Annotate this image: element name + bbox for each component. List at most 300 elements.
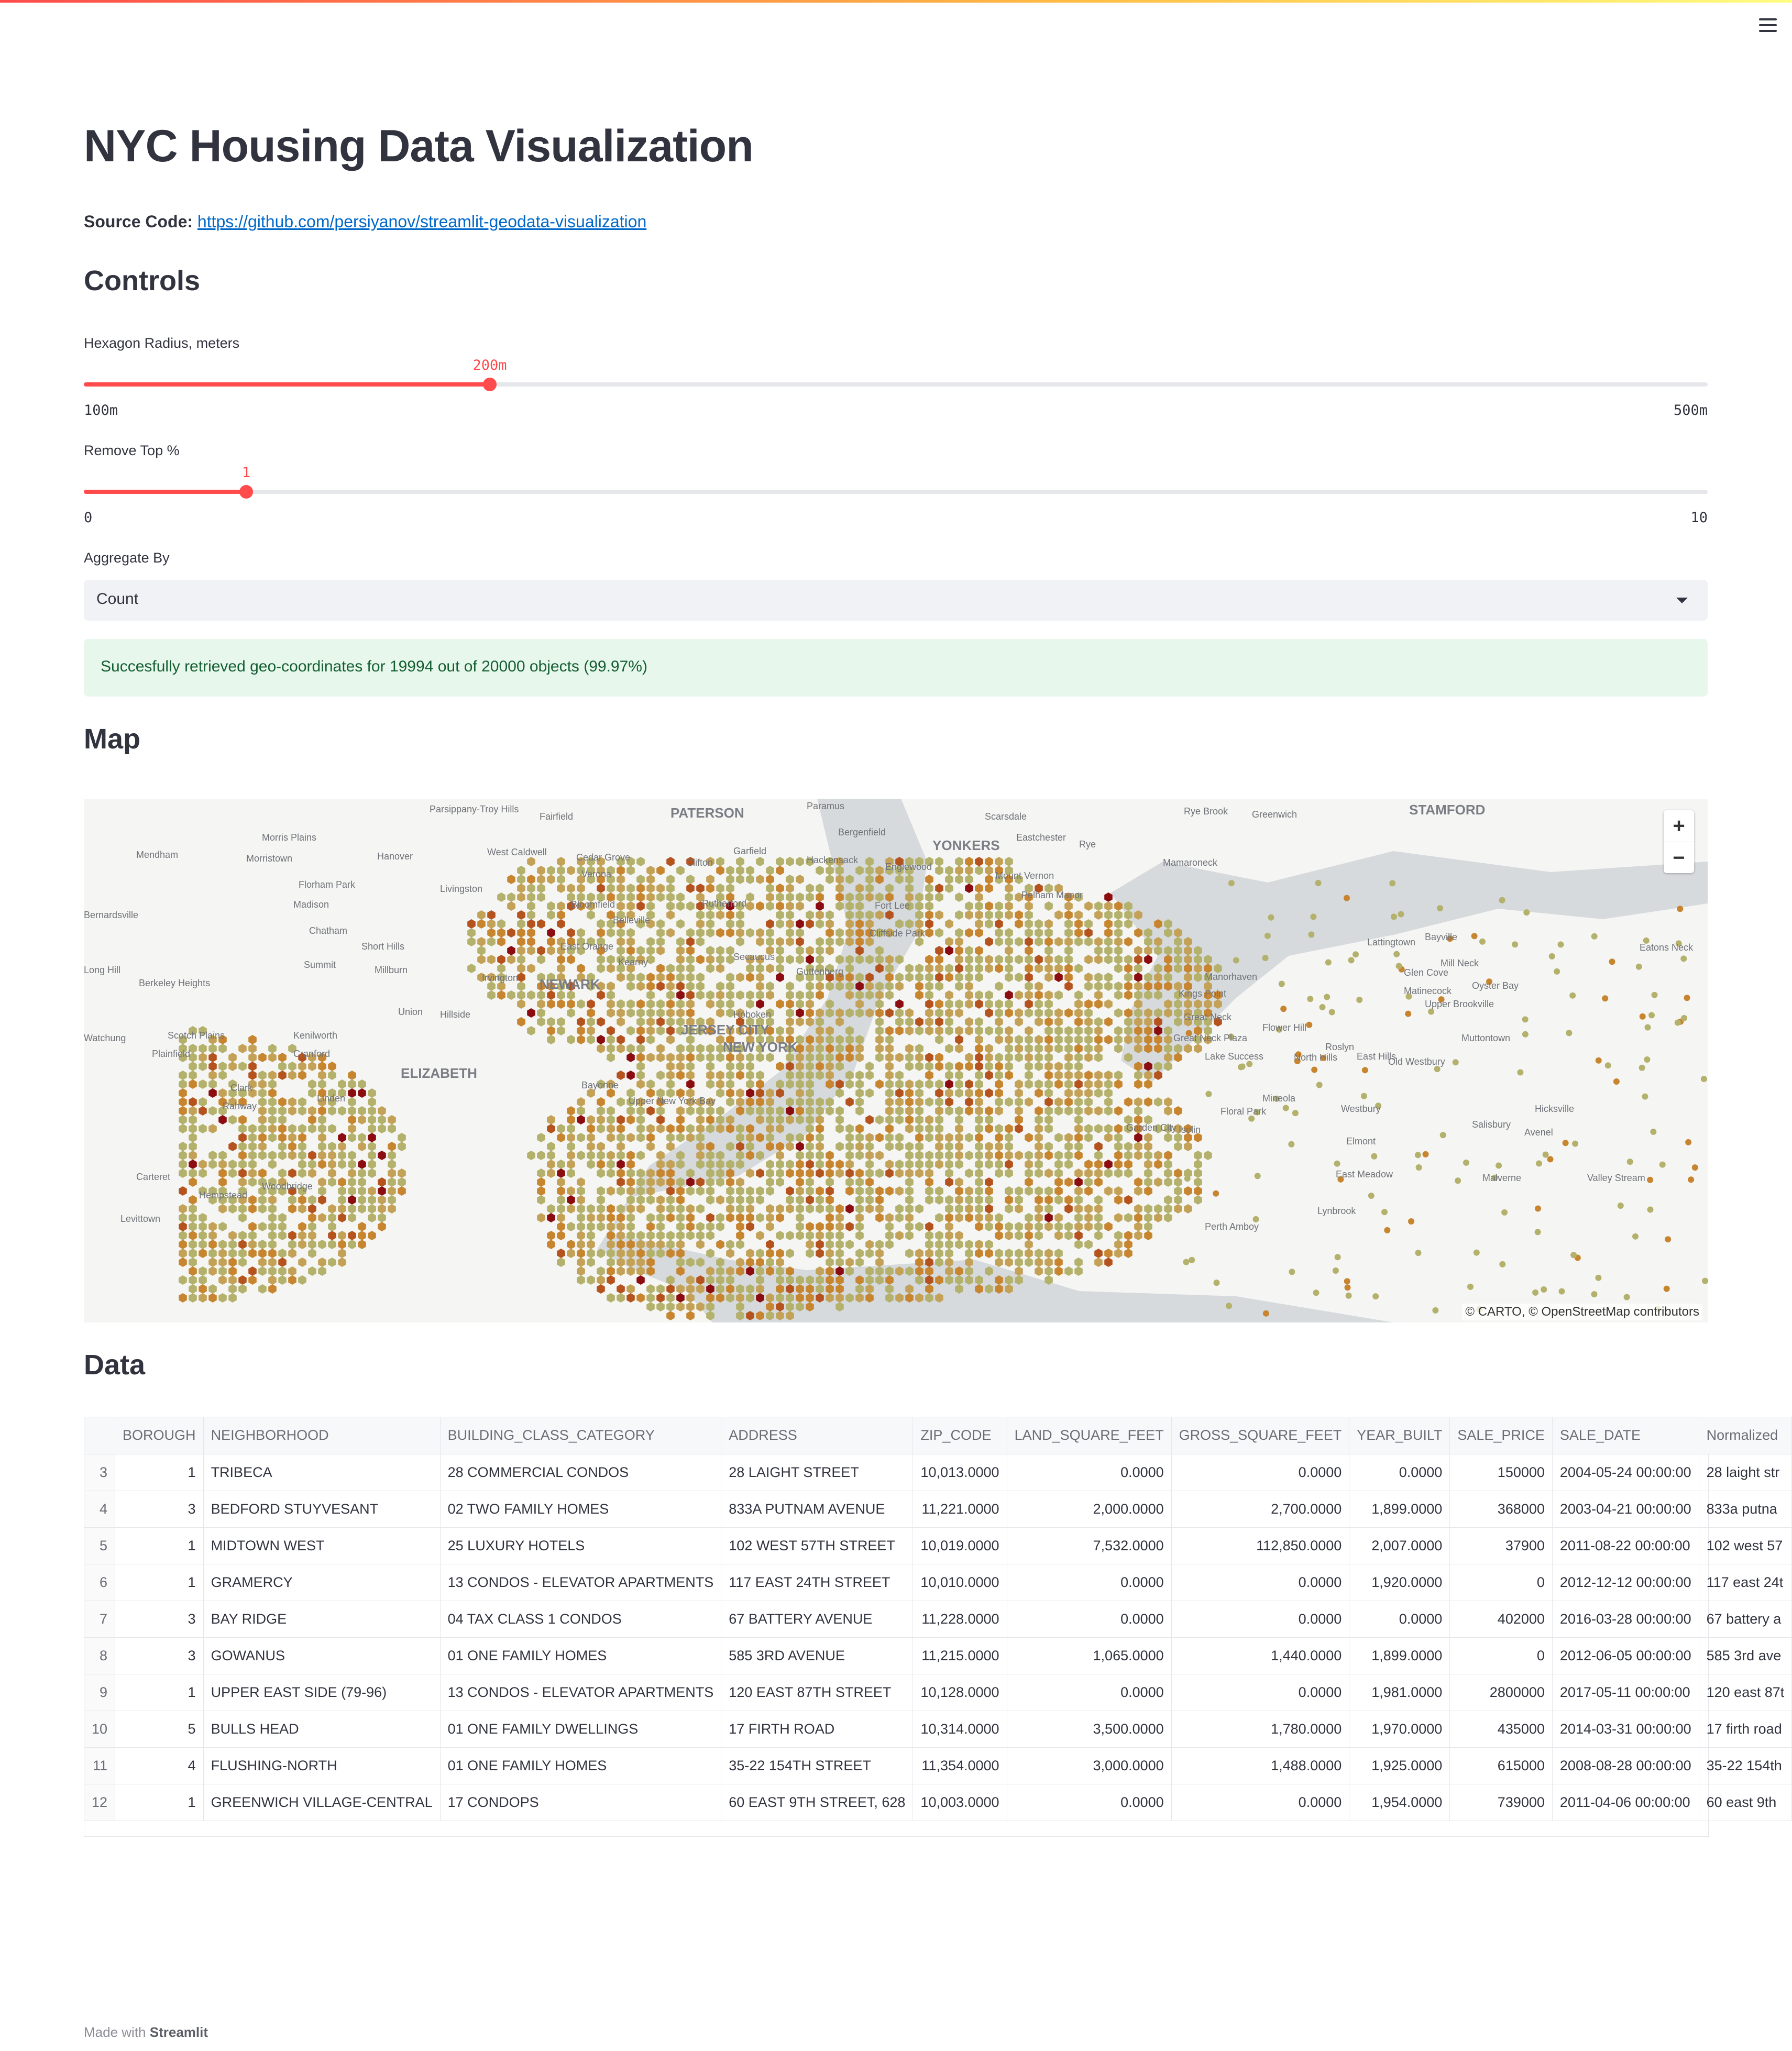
hexagon-bin	[1054, 955, 1063, 964]
table-cell[interactable]: 2017-05-11 00:00:00	[1552, 1674, 1699, 1711]
table-cell[interactable]: 585 3rd ave	[1699, 1637, 1792, 1674]
hexagon-bin	[786, 1026, 794, 1035]
hexagon-bin	[577, 1213, 585, 1222]
table-row[interactable]	[84, 1784, 1792, 1821]
hexagon-bin	[945, 1204, 953, 1214]
hexagon-bin	[199, 1293, 207, 1303]
source-code-link[interactable]: https://github.com/persiyanov/streamlit-geodata-visualization	[197, 212, 647, 231]
hexagon-bin	[885, 1053, 894, 1062]
table-cell[interactable]: 1,780.0000	[1171, 1711, 1349, 1747]
remove-top-slider-label: Remove Top %	[84, 443, 180, 458]
remove-top-slider-thumb[interactable]	[239, 485, 253, 499]
table-cell[interactable]: 0	[1450, 1564, 1553, 1601]
table-cell[interactable]: 1	[115, 1454, 204, 1491]
hexagon-bin	[388, 1177, 396, 1187]
row-index[interactable]: 6	[84, 1564, 115, 1601]
hexagon-bin	[1005, 910, 1013, 920]
aggregate-select[interactable]	[84, 580, 1708, 621]
hexagon-bin	[1025, 910, 1033, 920]
hexagon-map[interactable]	[84, 799, 1708, 1322]
hexagon-bin	[1025, 937, 1033, 946]
table-cell[interactable]: 11,221.0000	[913, 1491, 1007, 1527]
hexagon-bin	[796, 875, 804, 884]
table-cell[interactable]: 2,007.0000	[1349, 1527, 1450, 1564]
table-row[interactable]	[84, 1747, 1792, 1784]
table-cell[interactable]: 0.0000	[1171, 1454, 1349, 1491]
hexagon-bin	[925, 1124, 933, 1133]
table-cell[interactable]: 0.0000	[1171, 1674, 1349, 1711]
column-header[interactable]: Normalized	[1699, 1417, 1792, 1454]
table-cell[interactable]: FLUSHING-NORTH	[203, 1747, 440, 1784]
table-cell[interactable]: 1,899.0000	[1349, 1637, 1450, 1674]
radius-slider-thumb[interactable]	[483, 378, 497, 391]
hexagon-bin	[806, 955, 814, 964]
hexagon-bin	[1074, 1115, 1083, 1124]
table-cell[interactable]: 67 BATTERY AVENUE	[721, 1601, 913, 1637]
table-cell[interactable]: 17 FIRTH ROAD	[721, 1711, 913, 1747]
hexagon-bin	[189, 1249, 197, 1258]
osm-attribution[interactable]: © OpenStreetMap contributors	[1529, 1305, 1699, 1319]
column-header[interactable]: LAND_SQUARE_FEET	[1007, 1417, 1171, 1454]
table-cell[interactable]: 833A PUTNAM AVENUE	[721, 1491, 913, 1527]
hexagon-bin	[885, 1160, 894, 1169]
table-cell[interactable]: 1,065.0000	[1007, 1637, 1171, 1674]
hexagon-bin	[587, 1151, 595, 1160]
table-cell[interactable]: 3,500.0000	[1007, 1711, 1171, 1747]
hexagon-bin	[1045, 1062, 1053, 1071]
hexagon-bin	[626, 1151, 635, 1160]
table-row[interactable]	[84, 1491, 1792, 1527]
table-cell[interactable]: 28 LAIGHT STREET	[721, 1454, 913, 1491]
hexagon-bin	[358, 1177, 366, 1187]
hexagon-bin	[189, 1106, 197, 1116]
table-cell[interactable]: 120 EAST 87TH STREET	[721, 1674, 913, 1711]
table-cell[interactable]: 0.0000	[1007, 1784, 1171, 1821]
table-cell[interactable]: BAY RIDGE	[203, 1601, 440, 1637]
hexagon-bin	[607, 964, 615, 973]
hexagon-bin	[348, 1088, 356, 1098]
table-cell[interactable]: 3	[115, 1601, 204, 1637]
hexagon-bin	[258, 1249, 267, 1258]
table-cell[interactable]: 60 east 9th	[1699, 1784, 1792, 1821]
hexagon-bin	[248, 1195, 257, 1205]
table-cell[interactable]: 10,019.0000	[913, 1527, 1007, 1564]
radius-slider[interactable]	[84, 357, 1708, 398]
table-cell[interactable]: 102 WEST 57TH STREET	[721, 1527, 913, 1564]
table-cell[interactable]: 435000	[1450, 1711, 1553, 1747]
table-cell[interactable]: 739000	[1450, 1784, 1553, 1821]
table-cell[interactable]: 2016-03-28 00:00:00	[1552, 1601, 1699, 1637]
table-cell[interactable]: 2011-04-06 00:00:00	[1552, 1784, 1699, 1821]
map-place-label: Clifton	[686, 857, 713, 868]
hexagon-bin	[238, 1115, 247, 1124]
hexagon-bin	[1015, 937, 1023, 946]
hexagon-bin	[676, 1044, 685, 1053]
table-cell[interactable]: MIDTOWN WEST	[203, 1527, 440, 1564]
table-cell[interactable]: 10,128.0000	[913, 1674, 1007, 1711]
table-cell[interactable]: 11,228.0000	[913, 1601, 1007, 1637]
table-cell[interactable]: 01 ONE FAMILY HOMES	[440, 1637, 721, 1674]
hexagon-bin	[1313, 1289, 1320, 1296]
hexagon-bin	[587, 1240, 595, 1249]
hexagon-bin	[676, 937, 685, 946]
table-cell[interactable]: 1,925.0000	[1349, 1747, 1450, 1784]
table-cell[interactable]: 0.0000	[1349, 1601, 1450, 1637]
hamburger-icon[interactable]	[1755, 15, 1781, 36]
hexagon-bin	[895, 1204, 904, 1214]
hexagon-bin	[696, 1204, 705, 1214]
row-index[interactable]: 9	[84, 1674, 115, 1711]
table-cell[interactable]: 0.0000	[1007, 1674, 1171, 1711]
hexagon-bin	[1164, 1195, 1172, 1205]
hexagon-bin	[1104, 1186, 1113, 1196]
hexagon-bin	[1035, 1258, 1043, 1267]
table-cell[interactable]: 04 TAX CLASS 1 CONDOS	[440, 1601, 721, 1637]
hexagon-bin	[666, 901, 675, 911]
hexagon-bin	[1054, 973, 1063, 982]
hexagon-bin	[1184, 1142, 1192, 1151]
table-row[interactable]	[84, 1454, 1792, 1491]
table-cell[interactable]: 10,013.0000	[913, 1454, 1007, 1491]
table-cell[interactable]: 2,000.0000	[1007, 1491, 1171, 1527]
hexagon-bin	[557, 901, 565, 911]
table-row[interactable]	[84, 1674, 1792, 1711]
table-cell[interactable]: 2011-08-22 00:00:00	[1552, 1527, 1699, 1564]
hexagon-bin	[318, 1177, 326, 1187]
hexagon-bin	[278, 1071, 287, 1080]
remove-top-slider[interactable]	[84, 465, 1708, 505]
table-cell[interactable]: 2008-08-28 00:00:00	[1552, 1747, 1699, 1784]
hexagon-bin	[537, 919, 545, 929]
table-cell[interactable]: 3,000.0000	[1007, 1747, 1171, 1784]
hexagon-bin	[1164, 1213, 1172, 1222]
table-cell[interactable]: 37900	[1450, 1527, 1553, 1564]
table-cell[interactable]: 17 firth road	[1699, 1711, 1792, 1747]
data-table[interactable]	[84, 1417, 1785, 1837]
hexagon-bin	[567, 1240, 575, 1249]
table-cell[interactable]: 402000	[1450, 1601, 1553, 1637]
table-cell[interactable]: 2014-03-31 00:00:00	[1552, 1711, 1699, 1747]
hexagon-bin	[1084, 901, 1093, 911]
hexagon-bin	[786, 1195, 794, 1205]
hexagon-bin	[577, 1222, 585, 1231]
hexagon-bin	[885, 1222, 894, 1231]
table-cell[interactable]: 2012-06-05 00:00:00	[1552, 1637, 1699, 1674]
map-place-label: Avenel	[1524, 1127, 1553, 1138]
remove-top-slider-track[interactable]	[84, 490, 1708, 494]
column-header[interactable]: ZIP_CODE	[913, 1417, 1007, 1454]
hexagon-bin	[358, 1240, 366, 1249]
hexagon-bin	[587, 1160, 595, 1169]
hexagon-bin	[895, 1026, 904, 1035]
streamlit-link[interactable]: Streamlit	[149, 2024, 208, 2040]
hexagon-bin	[955, 1071, 963, 1080]
table-cell[interactable]: 11,354.0000	[913, 1747, 1007, 1784]
table-cell[interactable]: 10,010.0000	[913, 1564, 1007, 1601]
table-cell[interactable]: 1,440.0000	[1171, 1637, 1349, 1674]
table-cell[interactable]: 0.0000	[1007, 1601, 1171, 1637]
column-header[interactable]: GROSS_SQUARE_FEET	[1171, 1417, 1349, 1454]
hexagon-bin	[995, 1088, 1003, 1098]
hexagon-bin	[1688, 1176, 1694, 1183]
hexagon-bin	[796, 1213, 804, 1222]
hexagon-bin	[1005, 946, 1013, 955]
table-cell[interactable]: 1	[115, 1564, 204, 1601]
table-cell[interactable]: 02 TWO FAMILY HOMES	[440, 1491, 721, 1527]
column-header[interactable]: NEIGHBORHOOD	[203, 1417, 440, 1454]
hexagon-bin	[1522, 1031, 1529, 1038]
hexagon-bin	[547, 937, 555, 946]
hexagon-bin	[666, 884, 675, 893]
hexagon-bin	[656, 919, 665, 929]
hexagon-bin	[656, 1231, 665, 1240]
table-cell[interactable]: 2,700.0000	[1171, 1491, 1349, 1527]
table-cell[interactable]: 5	[115, 1711, 204, 1747]
table-cell[interactable]: 0.0000	[1171, 1564, 1349, 1601]
table-cell[interactable]: 102 west 57	[1699, 1527, 1792, 1564]
hexagon-bin	[626, 946, 635, 955]
carto-attribution[interactable]: © CARTO,	[1465, 1305, 1525, 1319]
table-cell[interactable]: 2012-12-12 00:00:00	[1552, 1564, 1699, 1601]
hexagon-bin	[318, 1151, 326, 1160]
hexagon-bin	[726, 1240, 734, 1249]
table-cell[interactable]: 35-22 154TH STREET	[721, 1747, 913, 1784]
table-cell[interactable]: GOWANUS	[203, 1637, 440, 1674]
table-cell[interactable]: GRAMERCY	[203, 1564, 440, 1601]
table-cell[interactable]: 10,314.0000	[913, 1711, 1007, 1747]
column-header[interactable]: ADDRESS	[721, 1417, 913, 1454]
row-index[interactable]: 12	[84, 1784, 115, 1821]
hexagon-bin	[686, 955, 695, 964]
radius-min-label: 100m	[84, 402, 118, 418]
hexagon-bin	[378, 1195, 386, 1205]
hexagon-bin	[1154, 1160, 1162, 1169]
hexagon-bin	[925, 892, 933, 902]
table-cell[interactable]: GREENWICH VILLAGE-CENTRAL	[203, 1784, 440, 1821]
hexagon-bin	[607, 1115, 615, 1124]
hexagon-bin	[537, 1195, 545, 1205]
table-cell[interactable]: 0.0000	[1349, 1454, 1450, 1491]
table-cell[interactable]: 01 ONE FAMILY DWELLINGS	[440, 1711, 721, 1747]
table-cell[interactable]: 1,970.0000	[1349, 1711, 1450, 1747]
table-cell[interactable]: 1	[115, 1527, 204, 1564]
table-cell[interactable]: 368000	[1450, 1491, 1553, 1527]
column-header[interactable]: YEAR_BUILT	[1349, 1417, 1450, 1454]
table-cell[interactable]: 2004-05-24 00:00:00	[1552, 1454, 1699, 1491]
table-cell[interactable]: 1,954.0000	[1349, 1784, 1450, 1821]
table-cell[interactable]: 01 ONE FAMILY HOMES	[440, 1747, 721, 1784]
column-header[interactable]: BUILDING_CLASS_CATEGORY	[440, 1417, 721, 1454]
table-cell[interactable]: 13 CONDOS - ELEVATOR APARTMENTS	[440, 1564, 721, 1601]
hexagon-bin	[965, 866, 973, 875]
column-header[interactable]	[84, 1417, 115, 1454]
hexagon-bin	[368, 1088, 376, 1098]
table-cell[interactable]: 150000	[1450, 1454, 1553, 1491]
column-header[interactable]: SALE_PRICE	[1450, 1417, 1553, 1454]
hexagon-bin	[636, 1071, 645, 1080]
table-cell[interactable]: 1	[115, 1674, 204, 1711]
table-cell[interactable]: 615000	[1450, 1747, 1553, 1784]
hexagon-bin	[1114, 1231, 1123, 1240]
hexagon-bin	[547, 1213, 555, 1222]
table-cell[interactable]: 1,899.0000	[1349, 1491, 1450, 1527]
column-header[interactable]: BOROUGH	[115, 1417, 204, 1454]
hexagon-bin	[895, 1079, 904, 1089]
hexagon-bin	[1134, 1097, 1142, 1107]
hexagon-bin	[308, 1204, 316, 1214]
hexagon-bin	[298, 1258, 306, 1267]
hexagon-bin	[1084, 1088, 1093, 1098]
hexagon-bin	[1104, 937, 1113, 946]
hexagon-bin	[567, 1160, 575, 1169]
row-index[interactable]: 3	[84, 1454, 115, 1491]
hexagon-bin	[199, 1284, 207, 1294]
hexagon-bin	[1054, 1133, 1063, 1142]
row-index[interactable]: 10	[84, 1711, 115, 1747]
row-index[interactable]: 5	[84, 1527, 115, 1564]
hexagon-bin	[935, 1213, 943, 1222]
table-cell[interactable]: 3	[115, 1491, 204, 1527]
hexagon-bin	[965, 1097, 973, 1107]
table-cell[interactable]: 35-22 154th	[1699, 1747, 1792, 1784]
table-cell[interactable]: 833a putna	[1699, 1491, 1792, 1527]
table-row[interactable]	[84, 1527, 1792, 1564]
hexagon-bin	[497, 919, 505, 929]
hexagon-bin	[716, 910, 724, 920]
table-cell[interactable]: 7,532.0000	[1007, 1527, 1171, 1564]
table-cell[interactable]: 28 COMMERCIAL CONDOS	[440, 1454, 721, 1491]
hexagon-bin	[1164, 1160, 1172, 1169]
map-place-label: Roslyn	[1325, 1042, 1355, 1052]
hexagon-bin	[855, 1133, 864, 1142]
hexagon-bin	[766, 937, 774, 946]
hexagon-bin	[1124, 919, 1133, 929]
table-cell[interactable]: TRIBECA	[203, 1454, 440, 1491]
map-canvas[interactable]	[84, 799, 1708, 1322]
hexagon-bin	[666, 1204, 675, 1214]
hexagon-bin	[617, 1142, 625, 1151]
hexagon-bin	[935, 1249, 943, 1258]
hexagon-bin	[1074, 1195, 1083, 1205]
table-cell[interactable]: 10,003.0000	[913, 1784, 1007, 1821]
table-cell[interactable]: 0.0000	[1171, 1601, 1349, 1637]
hexagon-bin	[1064, 982, 1073, 991]
hexagon-bin	[746, 1062, 754, 1071]
table-cell[interactable]: 2800000	[1450, 1674, 1553, 1711]
hexagon-bin	[786, 892, 794, 902]
table-cell[interactable]: 67 battery a	[1699, 1601, 1792, 1637]
hexagon-bin	[975, 1213, 983, 1222]
hexagon-bin	[328, 1240, 336, 1249]
hexagon-bin	[786, 901, 794, 911]
table-cell[interactable]: 0	[1450, 1637, 1553, 1674]
hexagon-bin	[826, 1177, 834, 1187]
table-cell[interactable]: BEDFORD STUYVESANT	[203, 1491, 440, 1527]
hexagon-bin	[686, 1213, 695, 1222]
table-cell[interactable]: BULLS HEAD	[203, 1711, 440, 1747]
map-place-label: Chatham	[309, 925, 348, 936]
table-cell[interactable]: 117 east 24t	[1699, 1564, 1792, 1601]
table-cell[interactable]: 0.0000	[1171, 1784, 1349, 1821]
table-cell[interactable]: 25 LUXURY HOTELS	[440, 1527, 721, 1564]
hexagon-bin	[975, 973, 983, 982]
hexagon-bin	[587, 910, 595, 920]
table-cell[interactable]: 1	[115, 1784, 204, 1821]
hexagon-bin	[885, 1106, 894, 1116]
zoom-out-button[interactable]: −	[1673, 846, 1685, 869]
hexagon-bin	[1074, 990, 1083, 1000]
map-place-label: Oyster Bay	[1472, 980, 1519, 991]
table-row[interactable]	[84, 1637, 1792, 1674]
hexagon-bin	[1064, 1062, 1073, 1071]
hexagon-bin	[1094, 955, 1103, 964]
table-cell[interactable]: 4	[115, 1747, 204, 1784]
table-cell[interactable]: 1,981.0000	[1349, 1674, 1450, 1711]
table-cell[interactable]: 120 east 87t	[1699, 1674, 1792, 1711]
hexagon-bin	[268, 1195, 277, 1205]
table-row[interactable]	[84, 1711, 1792, 1747]
table-cell[interactable]: 585 3RD AVENUE	[721, 1637, 913, 1674]
hexagon-bin	[686, 875, 695, 884]
chevron-down-icon	[1676, 598, 1688, 603]
row-index[interactable]: 7	[84, 1601, 115, 1637]
table-cell[interactable]: 1,488.0000	[1171, 1747, 1349, 1784]
hexagon-bin	[666, 1017, 675, 1027]
row-index[interactable]: 4	[84, 1491, 115, 1527]
hexagon-bin	[915, 964, 924, 973]
table-cell[interactable]: 2003-04-21 00:00:00	[1552, 1491, 1699, 1527]
hexagon-bin	[706, 1222, 714, 1231]
hexagon-bin	[786, 1017, 794, 1027]
hexagon-bin	[636, 1231, 645, 1240]
column-header[interactable]: SALE_DATE	[1552, 1417, 1699, 1454]
hexagon-bin	[656, 973, 665, 982]
table-cell[interactable]: 13 CONDOS - ELEVATOR APARTMENTS	[440, 1674, 721, 1711]
table-row[interactable]	[84, 1564, 1792, 1601]
table-cell[interactable]: 17 CONDOPS	[440, 1784, 721, 1821]
table-cell[interactable]: 28 laight str	[1699, 1454, 1792, 1491]
hexagon-bin	[746, 973, 754, 982]
hexagon-bin	[1084, 1053, 1093, 1062]
table-cell[interactable]: 117 EAST 24TH STREET	[721, 1564, 913, 1601]
hexagon-bin	[1499, 897, 1505, 903]
hexagon-bin	[955, 892, 963, 902]
hexagon-bin	[1035, 1106, 1043, 1116]
hexagon-bin	[875, 1017, 884, 1027]
table-cell[interactable]: UPPER EAST SIDE (79-96)	[203, 1674, 440, 1711]
table-cell[interactable]: 1,920.0000	[1349, 1564, 1450, 1601]
hexagon-bin	[348, 1124, 356, 1133]
row-index[interactable]: 8	[84, 1637, 115, 1674]
hexagon-bin	[1144, 1133, 1152, 1142]
table-cell[interactable]: 112,850.0000	[1171, 1527, 1349, 1564]
table-cell[interactable]: 3	[115, 1637, 204, 1674]
hexagon-bin	[915, 1079, 924, 1089]
hexagon-bin	[298, 1151, 306, 1160]
table-cell[interactable]: 11,215.0000	[913, 1637, 1007, 1674]
table-cell[interactable]: 0.0000	[1007, 1454, 1171, 1491]
table-row[interactable]	[84, 1601, 1792, 1637]
hexagon-bin	[288, 1062, 296, 1071]
hexagon-bin	[1074, 1133, 1083, 1142]
hexagon-bin	[517, 955, 525, 964]
zoom-in-button[interactable]: +	[1664, 810, 1694, 842]
table-cell[interactable]: 60 EAST 9TH STREET, 628	[721, 1784, 913, 1821]
row-index[interactable]: 11	[84, 1747, 115, 1784]
hexagon-bin	[1035, 937, 1043, 946]
hexagon-bin	[1064, 1106, 1073, 1116]
table-cell[interactable]: 0.0000	[1007, 1564, 1171, 1601]
